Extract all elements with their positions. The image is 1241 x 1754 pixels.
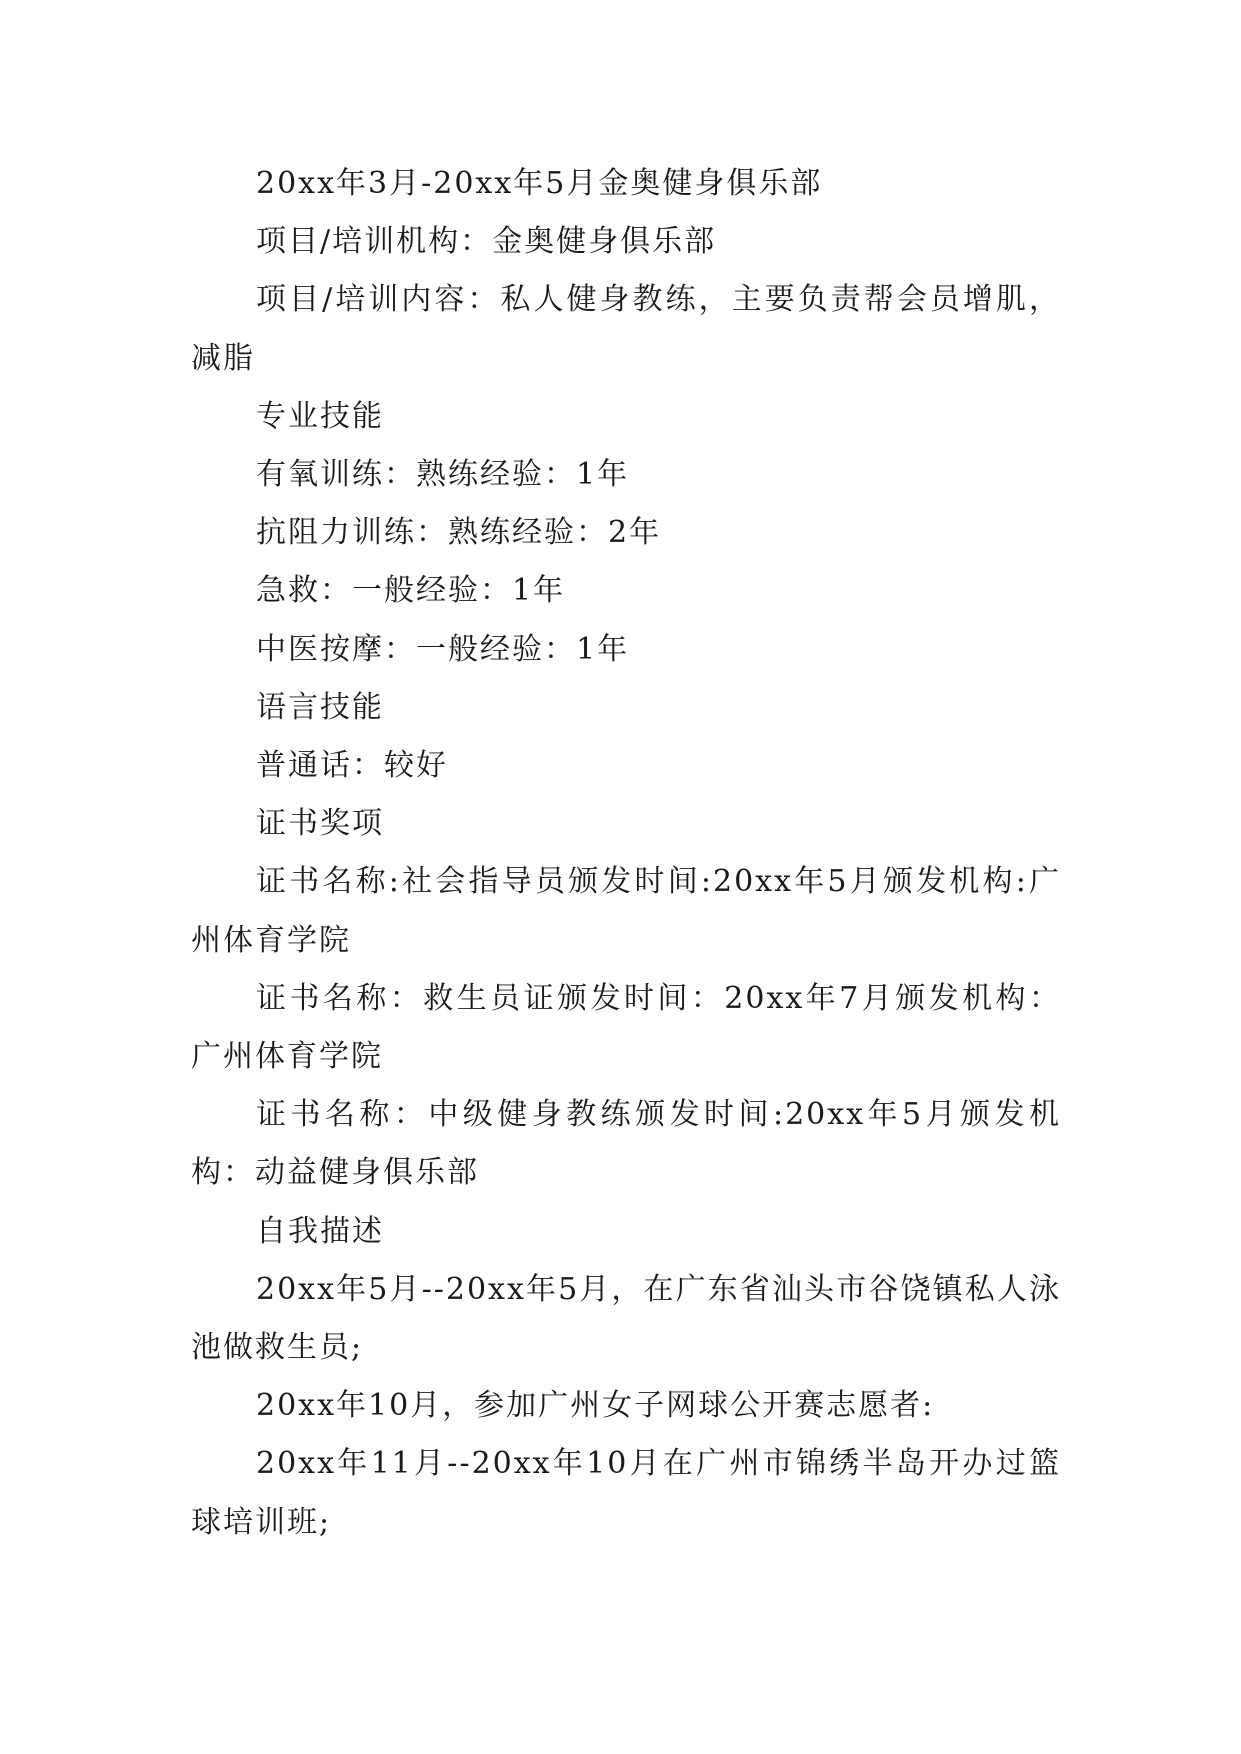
skill-resistance-training: 抗阻力训练：熟练经验：2年 [256, 515, 662, 551]
heading-language-skills: 语言技能 [256, 689, 384, 725]
skill-aerobic-training: 有氧训练：熟练经验：1年 [256, 457, 630, 493]
description-lifeguard-experience: 20xx年5月--20xx年5月，在广东省汕头市谷饶镇私人泳池做救生员; [191, 1271, 1061, 1366]
language-mandarin: 普通话：较好 [256, 748, 448, 784]
skill-first-aid: 急救：一般经验：1年 [256, 573, 566, 609]
skill-tcm-massage: 中医按摩：一般经验：1年 [256, 631, 630, 667]
heading-certificates: 证书奖项 [256, 806, 384, 842]
heading-professional-skills: 专业技能 [256, 398, 384, 434]
document-body [191, 155, 1061, 1552]
description-volunteer-experience: 20xx年10月，参加广州女子网球公开赛志愿者: [256, 1388, 935, 1424]
certificate-social-instructor: 证书名称:社会指导员颁发时间:20xx年5月颁发机构:广州体育学院 [191, 864, 1061, 958]
heading-self-description: 自我描述 [256, 1213, 384, 1249]
certificate-lifeguard: 证书名称：救生员证颁发时间：20xx年7月颁发机构：广州体育学院 [191, 980, 1061, 1075]
paragraph-training-organization: 项目/培训机构：金奥健身俱乐部 [256, 224, 717, 260]
certificate-fitness-coach: 证书名称：中级健身教练颁发时间:20xx年5月颁发机构：动益健身俱乐部 [191, 1097, 1061, 1191]
description-basketball-class: 20xx年11月--20xx年10月在广州市锦绣半岛开办过篮球培训班; [191, 1446, 1061, 1540]
paragraph-employment-period: 20xx年3月-20xx年5月金奥健身俱乐部 [256, 166, 823, 201]
paragraph-training-content: 项目/培训内容：私人健身教练，主要负责帮会员增肌，减脂 [191, 282, 1061, 376]
